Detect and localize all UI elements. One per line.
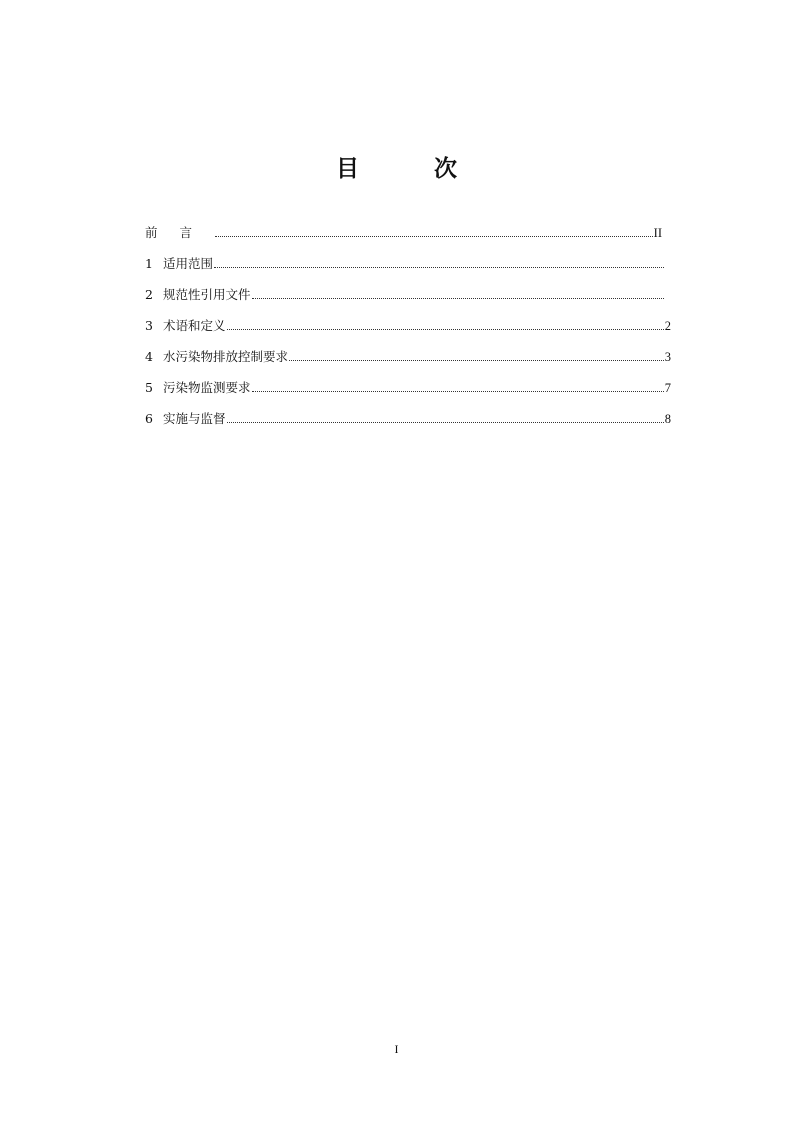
- toc-entry-page: II: [653, 226, 662, 240]
- toc-entry-number: 3: [145, 318, 153, 333]
- toc-entry-4[interactable]: [145, 334, 671, 365]
- toc-entry-label: 前言: [145, 225, 215, 240]
- toc-entry-label: 污染物监测要求: [163, 380, 251, 395]
- toc-entry-number: 4: [145, 349, 153, 364]
- toc-entry-preface[interactable]: [145, 210, 671, 241]
- toc-entry-page: 8: [664, 412, 671, 426]
- toc-entry-number: 6: [145, 411, 153, 426]
- toc-entry-label: 实施与监督: [163, 411, 226, 426]
- toc-entry-page: 3: [664, 350, 671, 364]
- toc-entry-number: 1: [145, 256, 153, 271]
- toc-entry-label: 适用范围: [163, 256, 214, 271]
- toc-entry-number: 5: [145, 380, 153, 395]
- toc-leader-dots: [214, 266, 664, 268]
- toc-entry-page: 2: [664, 319, 671, 333]
- toc-leader-dots: [252, 297, 664, 299]
- toc-leader-dots: [215, 235, 653, 237]
- toc-entry-5[interactable]: [145, 365, 671, 396]
- toc-leader-dots: [227, 328, 664, 330]
- toc-entry-number: 2: [145, 287, 153, 302]
- toc-leader-dots: [289, 359, 664, 361]
- toc-entry-page: 7: [664, 381, 671, 395]
- toc-entry-6[interactable]: [145, 396, 671, 427]
- page-number: I: [394, 1042, 399, 1056]
- toc-entry-label: 规范性引用文件: [163, 287, 251, 302]
- table-of-contents: [145, 210, 671, 427]
- toc-entry-label: 水污染物排放控制要求: [163, 349, 289, 364]
- toc-entry-3[interactable]: [145, 303, 671, 334]
- toc-leader-dots: [252, 390, 664, 392]
- page-title: 目 次: [336, 156, 483, 182]
- toc-entry-2[interactable]: [145, 272, 671, 303]
- toc-leader-dots: [227, 421, 664, 423]
- toc-entry-label: 术语和定义: [163, 318, 226, 333]
- toc-entry-1[interactable]: [145, 241, 671, 272]
